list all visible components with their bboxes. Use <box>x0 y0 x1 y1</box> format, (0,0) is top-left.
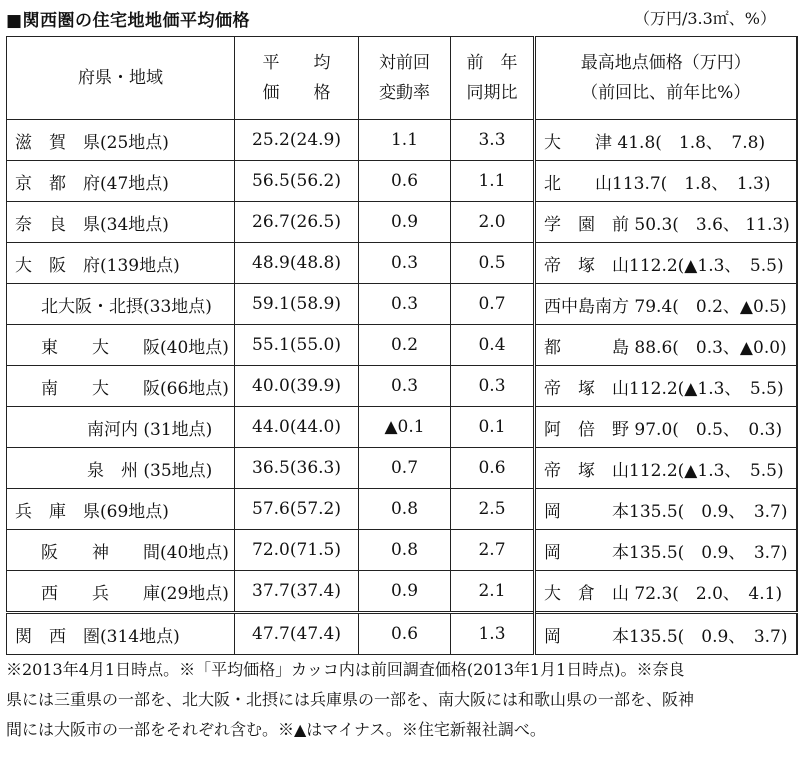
row-change: 0.6 <box>359 161 451 202</box>
document-title: ■関西圏の住宅地地価平均価格 <box>6 11 251 31</box>
header-yoy: 前 年 同期比 <box>451 37 535 120</box>
table-row <box>7 571 797 613</box>
row-max: 岡 本135.5( 0.9、 3.7) <box>535 489 797 530</box>
table-row <box>7 530 797 571</box>
row-price: 57.6(57.2) <box>235 489 359 530</box>
row-yoy: 0.5 <box>451 243 535 284</box>
row-price: 40.0(39.9) <box>235 366 359 407</box>
row-yoy: 0.1 <box>451 407 535 448</box>
row-change: 0.8 <box>359 489 451 530</box>
row-max: 岡 本135.5( 0.9、 3.7) <box>535 530 797 571</box>
row-name: 西 兵 庫(29地点) <box>7 571 235 613</box>
row-price: 72.0(71.5) <box>235 530 359 571</box>
row-max: 帝 塚 山112.2(▲1.3、 5.5) <box>535 366 797 407</box>
row-yoy: 2.5 <box>451 489 535 530</box>
footnote-line: 間には大阪市の一部をそれぞれ含む。※▲はマイナス。※住宅新報社調べ。 <box>6 720 546 739</box>
header-max-price: 最高地点価格（万円） （前回比、前年比%） <box>535 37 797 120</box>
unit-label: （万円/3.3㎡、%） <box>633 9 776 28</box>
row-name: 兵 庫 県(69地点) <box>7 489 235 530</box>
row-name: 南 大 阪(66地点) <box>7 366 235 407</box>
row-max: 大 倉 山 72.3( 2.0、 4.1) <box>535 571 797 613</box>
land-price-table <box>6 36 798 655</box>
footnote-line: ※2013年4月1日時点。※「平均価格」カッコ内は前回調査価格(2013年1月1日時点)。※奈良 <box>6 660 685 679</box>
row-name: 滋 賀 県(25地点) <box>7 120 235 161</box>
header-region: 府県・地域 <box>7 37 235 120</box>
row-yoy: 2.1 <box>451 571 535 613</box>
row-name: 北大阪・北摂(33地点) <box>7 284 235 325</box>
table-row <box>7 407 797 448</box>
row-price: 26.7(26.5) <box>235 202 359 243</box>
row-max: 都 島 88.6( 0.3、▲0.0) <box>535 325 797 366</box>
row-max: 岡 本135.5( 0.9、 3.7) <box>535 613 797 655</box>
row-yoy: 0.6 <box>451 448 535 489</box>
row-price: 47.7(47.4) <box>235 613 359 655</box>
header-avg-price: 平 均 価 格 <box>235 37 359 120</box>
table-row <box>7 325 797 366</box>
row-change: 0.6 <box>359 613 451 655</box>
row-yoy: 3.3 <box>451 120 535 161</box>
row-yoy: 1.3 <box>451 613 535 655</box>
table-row <box>7 120 797 161</box>
row-max: 学 園 前 50.3( 3.6、 11.3) <box>535 202 797 243</box>
row-price: 56.5(56.2) <box>235 161 359 202</box>
row-name: 奈 良 県(34地点) <box>7 202 235 243</box>
table-row-total <box>7 613 797 655</box>
table-row <box>7 366 797 407</box>
row-change: 0.3 <box>359 366 451 407</box>
table-row <box>7 243 797 284</box>
row-name: 泉 州 (35地点) <box>7 448 235 489</box>
table-row <box>7 161 797 202</box>
table-row <box>7 284 797 325</box>
row-price: 36.5(36.3) <box>235 448 359 489</box>
land-price-table-container <box>6 36 796 655</box>
row-price: 48.9(48.8) <box>235 243 359 284</box>
row-change: 1.1 <box>359 120 451 161</box>
row-change: 0.8 <box>359 530 451 571</box>
table-row <box>7 448 797 489</box>
row-change: 0.9 <box>359 202 451 243</box>
row-change: ▲0.1 <box>359 407 451 448</box>
row-name: 関 西 圏(314地点) <box>7 613 235 655</box>
row-yoy: 2.0 <box>451 202 535 243</box>
row-price: 25.2(24.9) <box>235 120 359 161</box>
row-yoy: 1.1 <box>451 161 535 202</box>
footnote-line: 県には三重県の一部を、北大阪・北摂には兵庫県の一部を、南大阪には和歌山県の一部を、阪神 <box>6 690 695 709</box>
row-price: 37.7(37.4) <box>235 571 359 613</box>
row-change: 0.2 <box>359 325 451 366</box>
row-yoy: 0.4 <box>451 325 535 366</box>
row-yoy: 2.7 <box>451 530 535 571</box>
row-change: 0.9 <box>359 571 451 613</box>
footnotes <box>6 655 796 745</box>
row-max: 北 山113.7( 1.8、 1.3) <box>535 161 797 202</box>
row-yoy: 0.3 <box>451 366 535 407</box>
row-change: 0.3 <box>359 243 451 284</box>
row-name: 京 都 府(47地点) <box>7 161 235 202</box>
row-max: 帝 塚 山112.2(▲1.3、 5.5) <box>535 243 797 284</box>
header-change: 対前回 変動率 <box>359 37 451 120</box>
row-max: 西中島南方 79.4( 0.2、▲0.5) <box>535 284 797 325</box>
row-max: 帝 塚 山112.2(▲1.3、 5.5) <box>535 448 797 489</box>
row-name: 阪 神 間(40地点) <box>7 530 235 571</box>
table-row <box>7 489 797 530</box>
row-yoy: 0.7 <box>451 284 535 325</box>
row-price: 59.1(58.9) <box>235 284 359 325</box>
table-header-row <box>7 37 797 120</box>
table-row <box>7 202 797 243</box>
row-price: 55.1(55.0) <box>235 325 359 366</box>
row-max: 大 津 41.8( 1.8、 7.8) <box>535 120 797 161</box>
row-name: 東 大 阪(40地点) <box>7 325 235 366</box>
row-change: 0.7 <box>359 448 451 489</box>
row-price: 44.0(44.0) <box>235 407 359 448</box>
row-name: 南河内 (31地点) <box>7 407 235 448</box>
row-change: 0.3 <box>359 284 451 325</box>
row-max: 阿 倍 野 97.0( 0.5、 0.3) <box>535 407 797 448</box>
row-name: 大 阪 府(139地点) <box>7 243 235 284</box>
